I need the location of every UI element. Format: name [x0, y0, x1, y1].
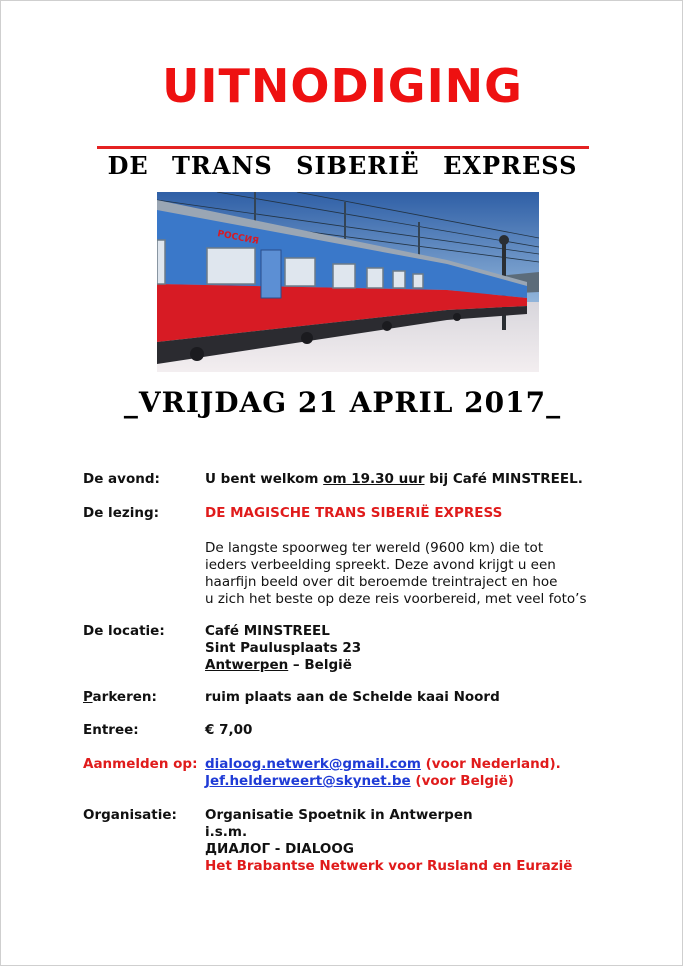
avond-time: om 19.30 uur [323, 471, 425, 487]
signup-note-be: (voor België) [410, 773, 514, 789]
org-line-1: Organisatie Spoetnik in Antwerpen [205, 807, 473, 823]
label-organisatie: Organisatie: [83, 807, 177, 823]
label-entree: Entree: [83, 722, 139, 738]
desc-line-3: haarfijn beeld over dit beroemde treintraject en hoe [205, 574, 558, 590]
signup-note-nl: (voor Nederland). [420, 756, 561, 772]
value-avond [205, 471, 605, 488]
label-parkeren-rest: arkeren: [92, 689, 157, 705]
email-link-be[interactable]: Jef.helderweert@skynet.be [205, 773, 411, 789]
label-parkeren [83, 689, 203, 706]
train-photo-illustration [157, 192, 539, 372]
label-lezing: De lezing: [83, 505, 160, 521]
lecture-title: DE MAGISCHE TRANS SIBERIË EXPRESS [205, 505, 503, 521]
location-city [205, 657, 605, 674]
signup-line-1 [205, 756, 605, 773]
org-line-2: i.s.m. [205, 824, 248, 840]
desc-line-4: u zich het beste op deze reis voorbereid, met veel foto’s [205, 591, 587, 607]
org-line-4: Het Brabantse Netwerk voor Rusland en Eurazië [205, 858, 573, 874]
location-country: – België [288, 657, 352, 673]
location-street: Sint Paulusplaats 23 [205, 640, 362, 656]
location-name: Café MINSTREEL [205, 623, 330, 639]
train-photo [157, 192, 539, 372]
desc-line-1: De langste spoorweg ter wereld (9600 km) die tot [205, 540, 544, 556]
value-entree: € 7,00 [205, 722, 253, 738]
label-aanmelden: Aanmelden op: [83, 756, 198, 772]
label-avond: De avond: [83, 471, 160, 487]
desc-line-2: ieders verbeelding spreekt. Deze avond krijgt u een [205, 557, 556, 573]
email-link-nl[interactable]: dialoog.netwerk@gmail.com [205, 756, 421, 772]
value-parkeren: ruim plaats aan de Schelde kaai Noord [205, 689, 500, 705]
title-divider [97, 146, 589, 149]
label-parkeren-first: P [83, 689, 93, 705]
page-title: UITNODIGING [162, 59, 523, 113]
event-date: _VRIJDAG 21 APRIL 2017_ [123, 386, 562, 419]
event-subtitle: DE TRANS SIBERIË EXPRESS [107, 151, 578, 180]
signup-line-2 [205, 773, 605, 790]
org-line-3: ДИАЛОГ - DIALOOG [205, 841, 354, 857]
train-sign-text: РОССИЯ [216, 229, 260, 247]
label-locatie: De locatie: [83, 623, 165, 639]
avond-pre: U bent welkom [205, 471, 324, 487]
avond-post: bij Café MINSTREEL. [424, 471, 583, 487]
location-city-name: Antwerpen [205, 657, 289, 673]
